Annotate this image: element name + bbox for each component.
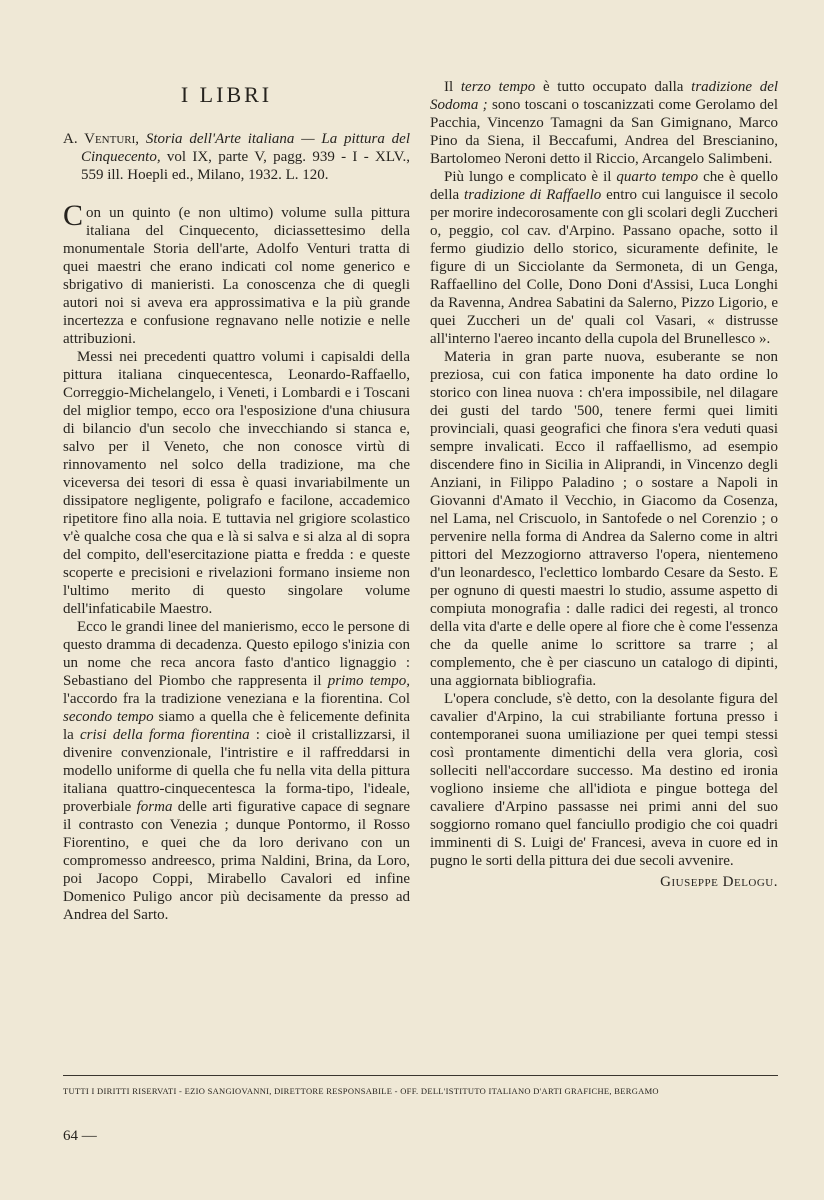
text-run: è tutto occupato dalla [542,79,684,95]
text-run: Il [444,79,454,95]
emphasis: crisi della forma fiorentina [80,727,250,743]
book-details: vol IX, parte V, pagg. 939 - I - XLV., 559 ill. Hoepli ed., Milano, 1932. L. 120. [81,149,411,183]
emphasis: forma [136,799,173,815]
text-run: che è quello della [430,169,779,203]
text-run: Più lungo e complicato è il [444,169,612,185]
paragraph-5 [430,168,778,348]
paragraph-2: Messi nei precedenti quattro volumi i capisaldi della pittura italiana cinquecentesca, Leonardo-Raffaello, Correggio-Michelangelo, i Veneti, i Lombardi e i Toscani del miglior tempo, ecco ora l'esposizione d'una chiusura di bilancio d'un secolo che invecchiando si stanca e, salvo per il Veneto, che non conosce virtù di rinnovamento nel solco della tradizione, ma che viceversa dei tesori di essa è quasi invariabilmente un dissipatore negligente, poligrafo e facilone, accademico ripetitore fino alla noia. E tuttavia nel grigiore scolastico v'è qualche cosa che qua e là si salva e si alza al di sopra del compito, dell'esercitazione piatta e fredda : e queste scoperte e precisioni e rivelazioni formano insieme non l'ultimo merito di questo singolare volume dell'infaticabile Maestro. [63,349,410,617]
right-column [430,78,778,891]
text-run: delle arti figurative capace di segnare il contrasto con Venezia ; dunque Pontormo, il Rosso Fiorentino, e quei che da loro derivano con un compromesso andreesco, prima Naldini, Brina, da Loro, poi Jacopo Coppi, Mirabello Cavalori ed infine Domenico Puligo ancor più decisamente da presso ad Andrea del Sarto. [63,799,411,923]
text-run: sono toscani o toscanizzati come Gerolamo del Pacchia, Vincenzo Tamagni da San Gimignano, Marco Pino da Siena, il Beccafumi, Andrea del Brescianino, Bartolomeo Neroni detto il Riccio, Arcangelo Salimbeni. [430,97,778,167]
emphasis: terzo tempo [460,79,536,95]
emphasis: primo tempo, [327,673,410,689]
drop-cap: C [63,199,84,232]
author-signature: Giuseppe Delogu. [660,874,778,890]
emphasis: tradizione di Raffaello [464,187,602,203]
text-run: entro cui languisce il secolo per morire indecorosamente con gli scolari degli Zuccheri o, peggio, col cav. d'Arpino. Passano opache, sotto il fermo giudizio dello storico, sicuramente definite, le figure di un Sicciolante da Sermoneta, di un Genga, Raffaellino del Colle, Dono Doni d'Assisi, Luca Longhi da Ravenna, Andrea Sabatini da Salerno, Pizzo Ligorio, e quei Zuccheri un de' quali col Vasari, « distrusse all'interno l'aereo incanto della cupola del Brunellesco ». [430,187,779,347]
page-number: 64 — [63,1128,97,1144]
paragraph-4 [430,78,778,168]
emphasis: tradizione del Sodoma ; [430,79,779,113]
bibliography-entry [63,130,410,184]
paragraph-1-text: on un quinto (e non ultimo) volume sulla pittura italiana del Cinquecento, diciassettesimo della monumentale Storia dell'arte, Adolfo Venturi tratta di quei maestri che erano indicati col nome generico e sbrigativo di manieristi. La conoscenza che di quegli autori noi si aveva era approssimativa e la più grande incertezza e confusione regnavano nelle notizie e nelle attribuzioni. [63,205,410,347]
paragraph-7: L'opera conclude, s'è detto, con la desolante figura del cavalier d'Arpino, la cui strabiliante fortuna presso i contemporanei suona umiliazione per quei tempi stessi così prontamente dimentichi della vera gloria, così solleciti nell'accordare successo. Ma destino ed ironia vogliono insieme che all'idiota e pingue bottega del cavaliere d'Arpino passasse nei primi anni del suo soggiorno romano quel fanciullo prodigio che coi quadri imminenti di S. Luigi de' Francesi, aveva in cuore ed in pugno le sorti della pittura dei due secoli avvenire. [430,691,778,869]
book-title: Storia dell'Arte italiana — La pittura del Cinquecento, [81,131,410,165]
book-author: A. Venturi, [63,131,140,147]
section-title: I LIBRI [180,82,273,107]
footer-divider [63,1075,778,1076]
paragraph-3 [63,618,410,924]
text-run: siamo a quella che è felicemente definita la [63,709,411,743]
text-run: Ecco le grandi linee del manierismo, ecco le persone di questo dramma di decadenza. Questo epilogo s'inizia con un nome che reca ancora fasto d'antico lignaggio : Sebastiano del Piombo che rappresenta il [63,619,410,689]
paragraph-6: Materia in gran parte nuova, esuberante se non preziosa, cui con fatica imponente ha dato ordine lo storico con linea nuova : ch'era impossibile, nel dilagare dei gusti del tardo '500, tenere fermi quei limiti provinciali, quasi geografici che finora s'era veduti quasi sempre invalicati. Ecco il raffaellismo, ad esempio discendere fino in Sicilia in Aliprandi, in Vincenzo degli Anziani, in Filippo Paladino ; o sostare a Napoli in Giovanni d'Amato il Vecchio, in Giacomo da Cosenza, nel Lama, nel Criscuolo, in Santofede o nel Corenzio ; o pervenire nella forma di Andrea da Salerno come in altri pittori del Mezzogiorno attraverso l'opera, nientemeno d'un leonardesco, l'eclettico lombardo Cesare da Sesto. E per ognuno di questi maestri lo studio, assume aspetto di compiuta monografia : dalle radici dei regesti, al tronco della vita d'arte e delle opere al fiore che è come l'essenza che da quelle anime lo scrittore sa trarre ; al complemento, che è per ciascuno un catalogo di dipinti, una aggiornata bibliografia. [430,349,778,689]
rights-notice: TUTTI I DIRITTI RISERVATI - EZIO SANGIOVANNI, DIRETTORE RESPONSABILE - OFF. DELL'ISTITUTO ITALIANO D'ARTI GRAFICHE, BERGAMO [63,1086,659,1096]
paragraph-1 [63,199,410,348]
text-run: : cioè il cristallizzarsi, il divenire convenzionale, l'intristire e il raffreddarsi in modello uniforme di quella che fu nella vita della pittura italiana quattro-cinquecentesca la forma-tipo, l'ideale, proverbiale [63,727,411,815]
text-run: l'accordo fra la tradizione veneziana e la fiorentina. Col [63,691,410,707]
emphasis: quarto tempo [616,169,699,185]
emphasis: secondo tempo [63,709,154,725]
left-column [63,78,410,924]
